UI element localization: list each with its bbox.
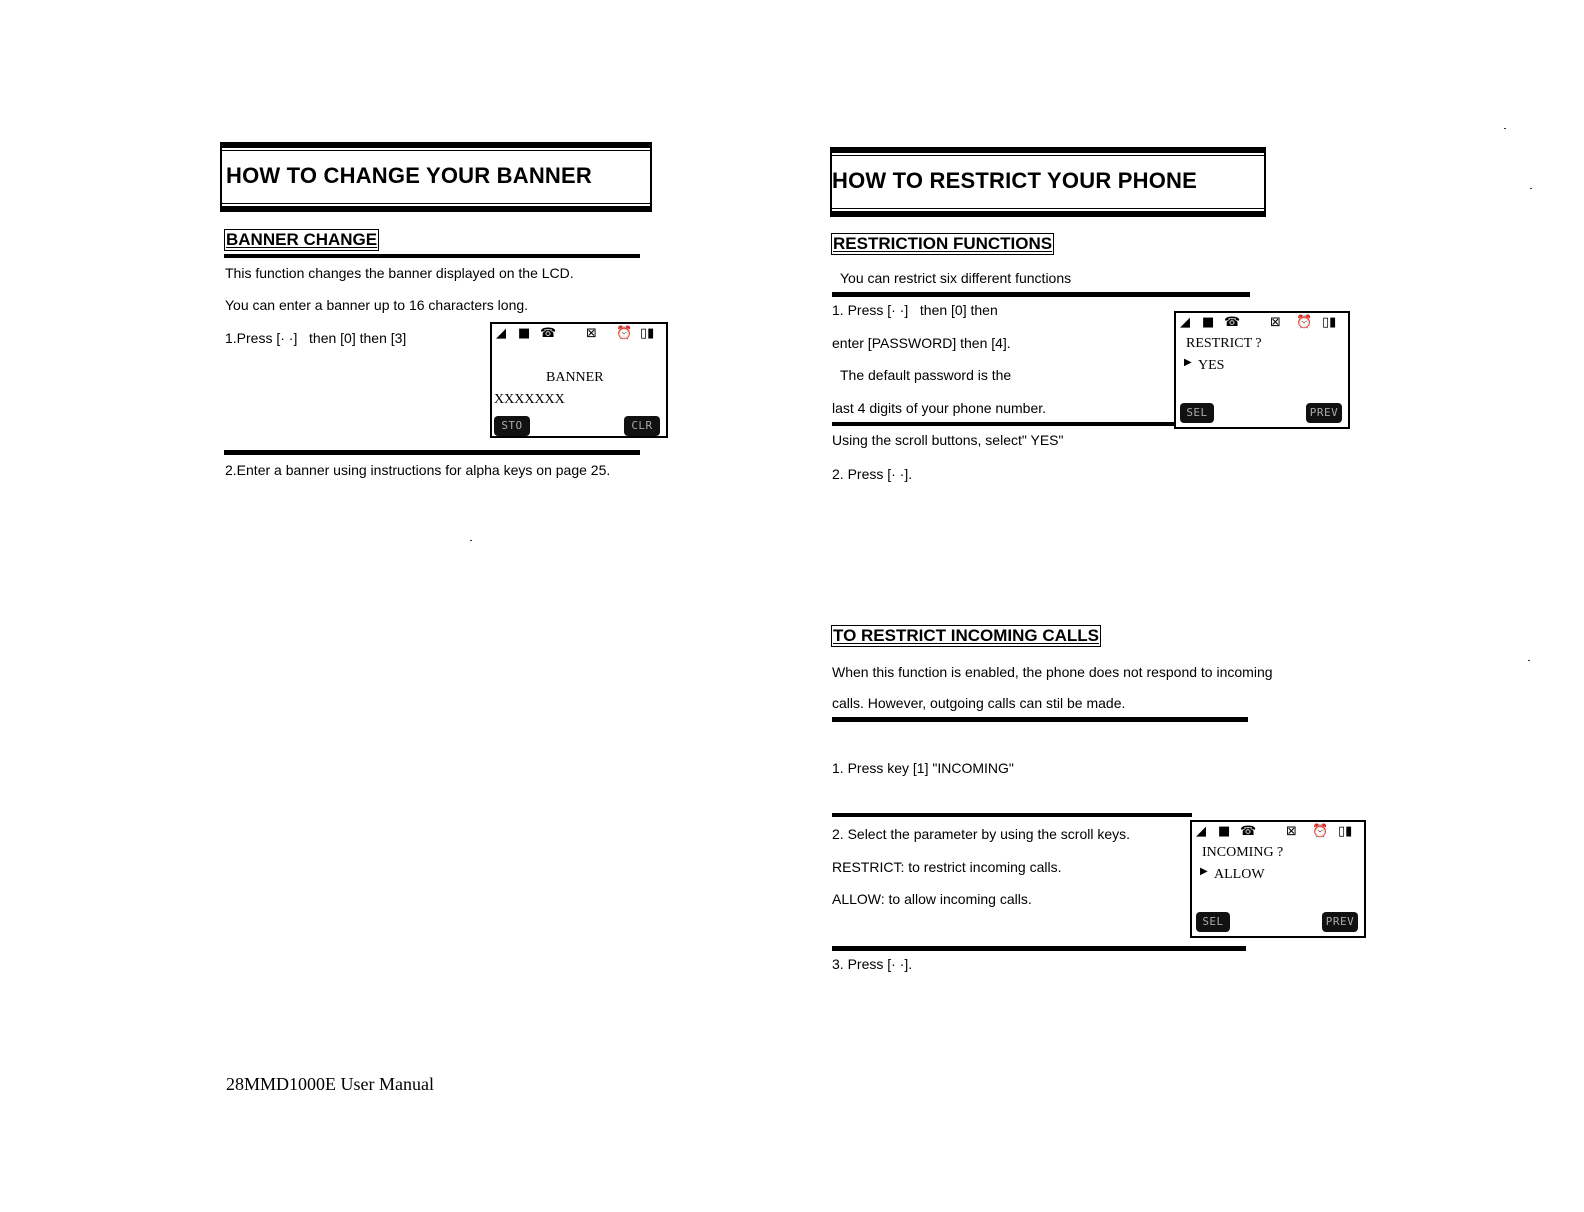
banner-desc-line2: You can enter a banner up to 16 characters long. — [225, 297, 529, 313]
incoming-step2-top-rule — [832, 813, 1192, 817]
roam-icon: ■ — [1218, 824, 1231, 839]
sel-softkey[interactable]: SEL — [1180, 403, 1214, 423]
incoming-step2-a: 2. Select the parameter by using the scroll keys. — [832, 826, 1131, 842]
message-icon: ⊠ — [1286, 824, 1297, 839]
restriction-functions-heading: RESTRICTION FUNCTIONS — [833, 234, 1053, 253]
scan-speck — [1504, 128, 1506, 129]
restrict-lcd-label: RESTRICT ? — [1186, 336, 1262, 351]
prev-softkey[interactable]: PREV — [1322, 912, 1358, 932]
alarm-icon: ⏰ — [616, 326, 633, 341]
restriction-step1-a: 1. Press [· ·] then [0] then — [832, 302, 998, 318]
restriction-step1-c: The default password is the — [840, 367, 1012, 383]
alarm-icon: ⏰ — [1312, 824, 1329, 839]
roam-icon: ■ — [1202, 315, 1215, 330]
phone-icon: ☎ — [1224, 315, 1241, 330]
sel-softkey[interactable]: SEL — [1196, 912, 1230, 932]
incoming-lcd-label: INCOMING ? — [1202, 845, 1284, 860]
signal-icon: ◢ — [496, 326, 506, 341]
banner-heading-rule — [224, 254, 640, 258]
banner-lcd-label: BANNER — [546, 370, 604, 385]
prev-softkey[interactable]: PREV — [1306, 403, 1342, 423]
restriction-step2: 2. Press [· ·]. — [832, 466, 913, 482]
restriction-step1-d: last 4 digits of your phone number. — [832, 400, 1047, 416]
banner-change-heading: BANNER CHANGE — [226, 230, 378, 249]
incoming-desc-line2: calls. However, outgoing calls can stil be made. — [832, 695, 1126, 711]
incoming-lcd-screen — [1190, 820, 1366, 938]
scan-speck — [470, 540, 472, 541]
incoming-step3: 3. Press [· ·]. — [832, 956, 913, 972]
incoming-step2-c: ALLOW: to allow incoming calls. — [832, 891, 1032, 907]
banner-step-rule — [224, 450, 640, 455]
message-icon: ⊠ — [586, 326, 597, 341]
banner-desc-line1: This function changes the banner displayed on the LCD. — [225, 265, 574, 281]
banner-step1: 1.Press [· ·] then [0] then [3] — [225, 330, 407, 346]
restrict-lcd-pointer-icon: ▶ — [1184, 357, 1192, 368]
footer-manual-name: 28MMD1000E User Manual — [226, 1074, 434, 1094]
sto-softkey[interactable]: STO — [494, 416, 530, 436]
phone-icon: ☎ — [540, 326, 557, 341]
banner-lcd-screen — [490, 322, 668, 438]
scan-speck — [1528, 660, 1530, 661]
restriction-step-rule — [832, 422, 1176, 426]
restrict-lcd-screen — [1174, 311, 1350, 429]
banner-step2: 2.Enter a banner using instructions for alpha keys on page 25. — [225, 462, 611, 478]
incoming-step2-bottom-rule — [832, 946, 1246, 951]
restrict-page-title: HOW TO RESTRICT YOUR PHONE — [832, 168, 1197, 193]
incoming-desc-rule — [832, 717, 1248, 722]
signal-icon: ◢ — [1180, 315, 1190, 330]
banner-lcd-value: XXXXXXX — [494, 392, 565, 407]
incoming-step2-b: RESTRICT: to restrict incoming calls. — [832, 859, 1062, 875]
restriction-scroll-instruction: Using the scroll buttons, select" YES" — [832, 432, 1064, 448]
restriction-step1-b: enter [PASSWORD] then [4]. — [832, 335, 1011, 351]
clr-softkey[interactable]: CLR — [624, 416, 660, 436]
incoming-calls-heading: TO RESTRICT INCOMING CALLS — [833, 626, 1100, 645]
incoming-lcd-option: ALLOW — [1214, 867, 1265, 882]
restriction-intro-rule — [832, 292, 1250, 297]
battery-icon: ▯▮ — [1338, 824, 1353, 839]
signal-icon: ◢ — [1196, 824, 1206, 839]
incoming-desc-line1: When this function is enabled, the phone does not respond to incoming — [832, 664, 1273, 680]
incoming-step1: 1. Press key [1] "INCOMING" — [832, 760, 1014, 776]
roam-icon: ■ — [518, 326, 531, 341]
battery-icon: ▯▮ — [1322, 315, 1337, 330]
scan-speck — [1530, 188, 1532, 189]
battery-icon: ▯▮ — [640, 326, 655, 341]
restriction-intro: You can restrict six different functions — [840, 270, 1072, 286]
restrict-lcd-option: YES — [1198, 358, 1225, 373]
phone-icon: ☎ — [1240, 824, 1257, 839]
alarm-icon: ⏰ — [1296, 315, 1313, 330]
incoming-lcd-pointer-icon: ▶ — [1200, 866, 1208, 877]
banner-page-title: HOW TO CHANGE YOUR BANNER — [226, 163, 592, 188]
message-icon: ⊠ — [1270, 315, 1281, 330]
